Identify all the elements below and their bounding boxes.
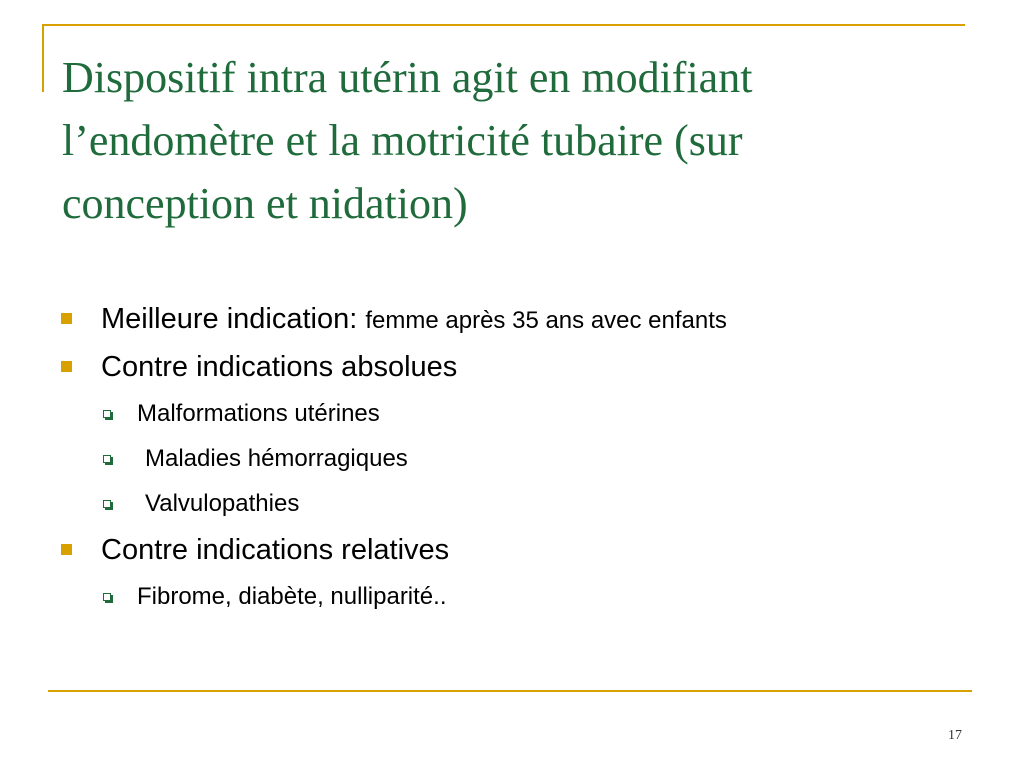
hollow-square-bullet-icon xyxy=(103,455,111,463)
sub-bullet-text: Malformations utérines xyxy=(137,400,380,427)
page-number: 17 xyxy=(948,728,962,743)
slide-title xyxy=(62,46,962,235)
title-line: l’endomètre et la motricité tubaire (sur xyxy=(62,116,743,165)
sub-bullet-item xyxy=(60,574,980,619)
hollow-square-bullet-icon xyxy=(103,410,111,418)
bullet-item-absolute xyxy=(60,343,980,391)
bottom-accent-line xyxy=(48,690,972,692)
bullet-item-relative xyxy=(60,526,980,574)
slide-body xyxy=(60,295,980,619)
indication-detail: femme après 35 ans avec enfants xyxy=(365,307,727,334)
title-line: conception et nidation) xyxy=(62,179,468,228)
sub-bullet-item xyxy=(60,481,980,526)
hollow-square-bullet-icon xyxy=(103,500,111,508)
title-line: Dispositif intra utérin agit en modifiant xyxy=(62,53,753,102)
sub-bullet-item xyxy=(60,391,980,436)
top-accent-line xyxy=(42,24,965,26)
sub-bullet-item xyxy=(60,436,980,481)
square-bullet-icon xyxy=(61,313,72,324)
indication-label: Meilleure indication: xyxy=(101,303,358,335)
left-accent-line xyxy=(42,24,44,92)
square-bullet-icon xyxy=(61,544,72,555)
sub-bullet-text: Valvulopathies xyxy=(145,490,300,517)
absolute-heading: Contre indications absolues xyxy=(101,351,458,383)
relative-heading: Contre indications relatives xyxy=(101,534,450,566)
sub-bullet-text: Maladies hémorragiques xyxy=(145,445,408,472)
square-bullet-icon xyxy=(61,361,72,372)
bullet-item-indication xyxy=(60,295,980,343)
sub-bullet-text: Fibrome, diabète, nulliparité.. xyxy=(137,583,447,610)
hollow-square-bullet-icon xyxy=(103,593,111,601)
